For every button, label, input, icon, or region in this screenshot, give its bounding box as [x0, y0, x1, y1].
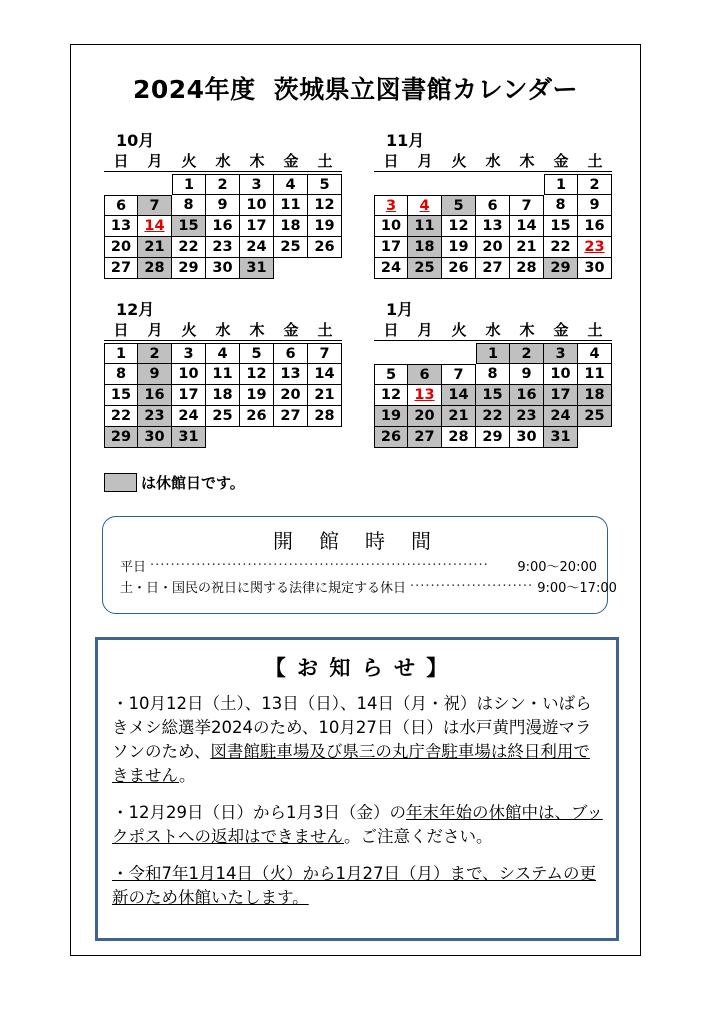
day-cell: 17	[374, 237, 408, 258]
day-cell-closed: 20	[408, 406, 442, 427]
month-calendar-january	[374, 299, 612, 448]
day-cell: 2	[206, 174, 240, 195]
weekday-label: 木	[249, 152, 265, 170]
day-cell: 18	[206, 385, 240, 406]
day-cell: 26	[442, 258, 476, 279]
day-cell: 30	[510, 427, 544, 448]
day-cell: 24	[172, 406, 206, 427]
empty-cell	[374, 174, 408, 195]
day-cell: 16	[206, 216, 240, 237]
dot-leader: ························	[410, 579, 534, 594]
day-cell: 9	[578, 195, 612, 216]
day-cell: 9	[510, 364, 544, 385]
day-cell: 3	[240, 174, 274, 195]
day-cell: 13	[274, 364, 308, 385]
weekday-label: 金	[553, 152, 569, 170]
weekday-label: 水	[215, 321, 231, 339]
day-cell: 27	[274, 406, 308, 427]
day-cell: 24	[374, 258, 408, 279]
weekday-label: 土	[587, 321, 603, 339]
empty-cell	[240, 427, 274, 448]
day-cell: 20	[104, 237, 138, 258]
weekday-label: 月	[417, 321, 433, 339]
empty-cell	[274, 427, 308, 448]
notice-text: 。ご注意ください。	[344, 827, 493, 846]
notice-body	[112, 692, 606, 923]
day-cell: 6	[274, 343, 308, 364]
day-cell-closed: 16	[510, 385, 544, 406]
day-cell: 5	[308, 174, 342, 195]
day-cell-closed: 21	[138, 237, 172, 258]
month-calendar-october	[104, 130, 342, 279]
weekday-label: 金	[553, 321, 569, 339]
hours-row-weekday	[120, 556, 597, 575]
day-cell: 20	[274, 385, 308, 406]
day-cell-closed: 25	[408, 258, 442, 279]
empty-cell	[104, 174, 138, 195]
day-cell-closed: 19	[374, 406, 408, 427]
day-cell: 12	[308, 195, 342, 216]
empty-cell	[308, 258, 342, 279]
day-cell-closed: 17	[544, 385, 578, 406]
day-cell: 26	[240, 406, 274, 427]
notice-item-system-closure: ・令和7年1月14日（火）から1月27日（月）まで、システムの更新のため休館いたします。	[112, 864, 597, 907]
day-cell: 16	[578, 216, 612, 237]
day-cell-holiday: 14	[138, 216, 172, 237]
day-cell-closed: 28	[138, 258, 172, 279]
weekday-label: 水	[485, 321, 501, 339]
day-cell-holiday: 4	[408, 195, 442, 216]
day-cell: 12	[374, 385, 408, 406]
day-cell: 8	[476, 364, 510, 385]
day-cell-closed: 31	[544, 427, 578, 448]
day-cell-closed: 6	[408, 364, 442, 385]
weekday-label: 木	[249, 321, 265, 339]
day-cell: 4	[274, 174, 308, 195]
weekday-label: 火	[181, 152, 197, 170]
weekday-label: 月	[147, 152, 163, 170]
day-grid	[104, 343, 342, 448]
weekday-header	[104, 152, 342, 172]
hours-label: 平日	[120, 560, 147, 575]
day-cell: 28	[510, 258, 544, 279]
day-cell: 11	[578, 364, 612, 385]
day-cell-closed: 1	[476, 343, 510, 364]
day-cell: 14	[308, 364, 342, 385]
day-cell-closed: 31	[172, 427, 206, 448]
day-cell: 29	[476, 427, 510, 448]
day-cell-closed: 23	[138, 406, 172, 427]
day-cell: 5	[374, 364, 408, 385]
weekday-label: 木	[519, 321, 535, 339]
weekday-label: 土	[587, 152, 603, 170]
day-cell: 6	[476, 195, 510, 216]
weekday-label: 日	[113, 321, 129, 339]
month-calendar-december	[104, 299, 342, 448]
day-cell: 27	[476, 258, 510, 279]
empty-cell	[308, 427, 342, 448]
hours-row-weekend	[120, 577, 617, 596]
weekday-label: 木	[519, 152, 535, 170]
opening-hours-title: 開館時間	[273, 529, 457, 553]
weekday-label: 火	[181, 321, 197, 339]
legend	[104, 472, 245, 493]
day-cell: 22	[172, 237, 206, 258]
month-label: 10月	[116, 131, 155, 150]
day-cell: 15	[104, 385, 138, 406]
day-cell-closed: 18	[578, 385, 612, 406]
day-cell: 25	[206, 406, 240, 427]
day-cell: 10	[240, 195, 274, 216]
day-cell: 23	[206, 237, 240, 258]
day-cell: 4	[578, 343, 612, 364]
legend-text: は休館日です。	[141, 474, 245, 492]
notice-text: ・12月29日（日）から1月3日（金）の	[112, 803, 406, 822]
day-cell-closed: 16	[138, 385, 172, 406]
day-cell: 28	[308, 406, 342, 427]
weekday-label: 日	[383, 321, 399, 339]
day-cell: 7	[308, 343, 342, 364]
empty-cell	[206, 427, 240, 448]
day-cell: 27	[104, 258, 138, 279]
weekday-label: 水	[215, 152, 231, 170]
weekday-label: 火	[451, 152, 467, 170]
notice-item-bookpost	[112, 801, 606, 849]
month-label: 11月	[386, 131, 425, 150]
day-cell-closed: 29	[544, 258, 578, 279]
weekday-label: 日	[383, 152, 399, 170]
notice-item-parking	[112, 692, 606, 788]
day-cell-holiday: 13	[408, 385, 442, 406]
day-cell-closed: 25	[578, 406, 612, 427]
day-cell: 13	[104, 216, 138, 237]
empty-cell	[442, 174, 476, 195]
day-cell: 7	[442, 364, 476, 385]
day-cell-closed: 21	[442, 406, 476, 427]
dot-leader: ··································································	[150, 558, 489, 573]
day-cell-closed: 14	[442, 385, 476, 406]
weekday-label: 土	[317, 152, 333, 170]
weekday-label: 火	[451, 321, 467, 339]
day-cell-closed: 23	[510, 406, 544, 427]
day-cell-closed: 24	[544, 406, 578, 427]
day-cell: 25	[274, 237, 308, 258]
day-cell-closed: 3	[544, 343, 578, 364]
weekday-header	[374, 321, 612, 341]
month-calendar-november	[374, 130, 612, 279]
closed-day-swatch	[104, 473, 137, 492]
day-cell: 13	[476, 216, 510, 237]
month-label: 12月	[116, 300, 155, 319]
day-cell: 17	[240, 216, 274, 237]
notice-text: ・10月12日（土）、13日（日）、14日（月・祝）はシン・いばらきメシ総選挙2024のため、10月27日（日）は水戸黄門漫遊マラソンのため、	[112, 694, 592, 761]
day-cell: 11	[274, 195, 308, 216]
empty-cell	[510, 174, 544, 195]
day-cell-closed: 7	[138, 195, 172, 216]
day-cell-closed: 26	[374, 427, 408, 448]
day-cell: 26	[308, 237, 342, 258]
day-cell: 18	[274, 216, 308, 237]
day-grid	[104, 174, 342, 279]
day-cell: 11	[206, 364, 240, 385]
day-cell-closed: 27	[408, 427, 442, 448]
day-cell-closed: 15	[172, 216, 206, 237]
notice-emphasis: 図書館駐車場及び県三の丸庁舎駐車場は終日利用できません	[112, 742, 590, 785]
weekday-header	[374, 152, 612, 172]
day-cell: 21	[308, 385, 342, 406]
weekday-label: 金	[283, 152, 299, 170]
day-grid	[374, 174, 612, 279]
day-cell-closed: 18	[408, 237, 442, 258]
day-cell: 7	[510, 195, 544, 216]
day-cell-holiday: 23	[578, 237, 612, 258]
day-cell: 12	[240, 364, 274, 385]
notice-emphasis: 年末年始の休館中は、ブックポストへの返却はできません	[112, 803, 603, 846]
day-cell: 17	[172, 385, 206, 406]
day-cell: 5	[240, 343, 274, 364]
day-cell: 19	[308, 216, 342, 237]
day-cell: 10	[172, 364, 206, 385]
weekday-label: 土	[317, 321, 333, 339]
weekday-label: 金	[283, 321, 299, 339]
day-cell: 8	[104, 364, 138, 385]
day-cell: 1	[104, 343, 138, 364]
day-cell: 30	[206, 258, 240, 279]
day-cell-closed: 29	[104, 427, 138, 448]
day-cell-closed: 11	[408, 216, 442, 237]
empty-cell	[578, 427, 612, 448]
day-cell: 10	[544, 364, 578, 385]
page-title	[70, 70, 641, 106]
day-cell: 6	[104, 195, 138, 216]
day-cell: 9	[206, 195, 240, 216]
day-cell: 15	[544, 216, 578, 237]
day-cell: 28	[442, 427, 476, 448]
day-cell-closed: 2	[510, 343, 544, 364]
day-cell: 29	[172, 258, 206, 279]
day-cell: 21	[510, 237, 544, 258]
day-cell-closed: 5	[442, 195, 476, 216]
empty-cell	[408, 343, 442, 364]
day-cell: 1	[544, 174, 578, 195]
day-cell: 10	[374, 216, 408, 237]
notice-title: 【 お 知 ら せ 】	[264, 656, 450, 680]
day-cell: 20	[476, 237, 510, 258]
day-cell-closed: 2	[138, 343, 172, 364]
empty-cell	[274, 258, 308, 279]
day-cell-closed: 15	[476, 385, 510, 406]
day-cell-holiday: 3	[374, 195, 408, 216]
day-cell: 8	[172, 195, 206, 216]
weekday-label: 月	[417, 152, 433, 170]
hours-time: 9:00～20:00	[517, 560, 597, 575]
day-cell: 3	[172, 343, 206, 364]
day-cell: 19	[240, 385, 274, 406]
notice-text: 。	[179, 766, 196, 785]
weekday-label: 水	[485, 152, 501, 170]
empty-cell	[442, 343, 476, 364]
weekday-header	[104, 321, 342, 341]
day-cell: 2	[578, 174, 612, 195]
day-cell-closed: 9	[138, 364, 172, 385]
day-cell: 22	[104, 406, 138, 427]
weekday-label: 月	[147, 321, 163, 339]
day-cell: 22	[544, 237, 578, 258]
day-cell: 30	[578, 258, 612, 279]
day-grid	[374, 343, 612, 448]
day-cell: 14	[510, 216, 544, 237]
day-cell: 12	[442, 216, 476, 237]
empty-cell	[408, 174, 442, 195]
empty-cell	[138, 174, 172, 195]
day-cell-closed: 22	[476, 406, 510, 427]
notice-box	[95, 637, 619, 941]
hours-label: 土・日・国民の祝日に関する法律に規定する休日	[120, 581, 407, 596]
empty-cell	[476, 174, 510, 195]
weekday-label: 日	[113, 152, 129, 170]
hours-time: 9:00～17:00	[537, 581, 617, 596]
day-cell-closed: 31	[240, 258, 274, 279]
month-label: 1月	[386, 300, 414, 319]
day-cell: 19	[442, 237, 476, 258]
opening-hours-box	[102, 516, 617, 614]
title-name: 茨城県立図書館カレンダー	[273, 75, 578, 104]
day-cell-closed: 30	[138, 427, 172, 448]
day-cell: 8	[544, 195, 578, 216]
title-year: 2024年度	[133, 75, 256, 104]
day-cell: 24	[240, 237, 274, 258]
day-cell: 4	[206, 343, 240, 364]
empty-cell	[374, 343, 408, 364]
day-cell: 1	[172, 174, 206, 195]
